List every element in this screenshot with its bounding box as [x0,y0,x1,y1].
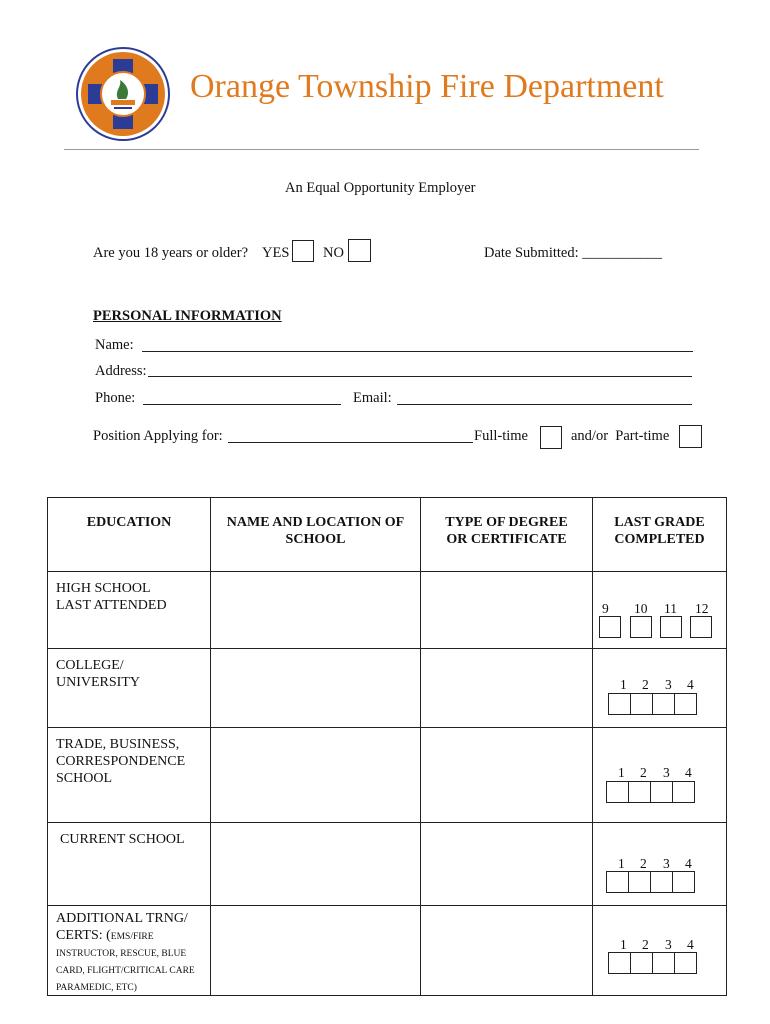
address-label: Address: [95,363,147,379]
grade-1-label: 1 [620,937,627,952]
grade-3-label: 3 [665,677,672,692]
date-submitted-field[interactable]: ___________ [582,245,663,261]
grade-9-label: 9 [602,601,609,616]
table-row [48,906,727,996]
grade-1-label: 1 [618,765,625,780]
grade-3-checkbox[interactable] [652,952,675,974]
email-label: Email: [353,390,392,406]
grade-11-checkbox[interactable] [660,616,682,638]
additional-training-examples: EMS/FIRE INSTRUCTOR, RESCUE, BLUE CARD, FLIGHT/CRITICAL CARE PARAMEDIC, ETC) [56,932,195,993]
table-row [48,572,727,649]
no-checkbox[interactable] [348,239,371,262]
grade-1-checkbox[interactable] [606,871,629,893]
grade-1-checkbox[interactable] [608,693,631,715]
grade-2-label: 2 [640,856,647,871]
row-label-additional-training [48,906,210,995]
date-submitted-label [484,245,662,262]
grade-2-checkbox[interactable] [630,693,653,715]
grade-4-checkbox[interactable] [672,781,695,803]
col-header-last-grade: LAST GRADE COMPLETED [593,498,727,572]
position-field[interactable] [228,442,473,443]
parttime-label: and/or Part-time [571,428,670,444]
degree-cell[interactable] [421,572,593,649]
personal-info-heading: PERSONAL INFORMATION [93,308,282,324]
degree-cell[interactable] [421,728,593,823]
grade-12-checkbox[interactable] [690,616,712,638]
col-header-school-name: NAME AND LOCATION OF SCHOOL [211,498,421,572]
school-name-cell[interactable] [211,572,421,649]
degree-cell[interactable] [421,649,593,728]
grade-2-checkbox[interactable] [628,871,651,893]
grade-11-label: 11 [664,601,677,616]
position-label: Position Applying for: [93,428,223,444]
grade-3-checkbox[interactable] [650,781,673,803]
education-table [47,497,727,996]
grade-1-label: 1 [620,677,627,692]
grade-3-checkbox[interactable] [650,871,673,893]
grade-4-label: 4 [685,856,692,871]
col-header-education: EDUCATION [48,498,211,572]
email-field[interactable] [397,404,692,405]
name-field[interactable] [142,351,693,352]
grade-2-checkbox[interactable] [628,781,651,803]
phone-field[interactable] [143,404,341,405]
phone-label: Phone: [95,390,136,406]
fulltime-label: Full-time [474,428,528,444]
grade-3-label: 3 [663,765,670,780]
grade-3-label: 3 [663,856,670,871]
school-name-cell[interactable] [211,649,421,728]
subtitle: An Equal Opportunity Employer [285,180,476,196]
grade-1-checkbox[interactable] [606,781,629,803]
grade-12-label: 12 [695,601,709,616]
grade-2-checkbox[interactable] [630,952,653,974]
age-question-label: Are you 18 years or older? [93,245,249,261]
no-label: NO [323,245,344,261]
grade-4-checkbox[interactable] [674,693,697,715]
grade-4-checkbox[interactable] [674,952,697,974]
grade-4-label: 4 [685,765,692,780]
school-name-cell[interactable] [211,728,421,823]
yes-label: YES [262,245,290,261]
address-field[interactable] [148,376,692,377]
table-row [48,649,727,728]
row-label-trade-school: TRADE, BUSINESS, CORRESPONDENCE SCHOOL [56,737,186,786]
school-name-cell[interactable] [211,906,421,996]
grade-1-label: 1 [618,856,625,871]
grade-3-label: 3 [665,937,672,952]
grade-3-checkbox[interactable] [652,693,675,715]
grade-4-checkbox[interactable] [672,871,695,893]
parttime-checkbox[interactable] [679,425,702,448]
fulltime-checkbox[interactable] [540,426,562,449]
additional-training-label: ADDITIONAL TRNG/ CERTS: ( [56,911,188,943]
row-label-high-school: HIGH SCHOOL LAST ATTENDED [56,581,167,613]
school-name-cell[interactable] [211,823,421,906]
yes-checkbox[interactable] [292,240,314,262]
grade-1-checkbox[interactable] [608,952,631,974]
grade-10-checkbox[interactable] [630,616,652,638]
row-label-college: COLLEGE/ UNIVERSITY [56,658,140,690]
degree-cell[interactable] [421,906,593,996]
name-label: Name: [95,337,134,353]
grade-9-checkbox[interactable] [599,616,621,638]
header-divider [64,149,699,150]
fire-department-seal-logo [76,47,170,141]
grade-2-label: 2 [640,765,647,780]
grade-4-label: 4 [687,677,694,692]
table-row [48,823,727,906]
table-row [48,728,727,823]
col-header-degree: TYPE OF DEGREE OR CERTIFICATE [421,498,593,572]
grade-2-label: 2 [642,677,649,692]
degree-cell[interactable] [421,823,593,906]
page-title: Orange Township Fire Department [190,68,664,105]
grade-2-label: 2 [642,937,649,952]
row-label-current-school: CURRENT SCHOOL [60,832,185,847]
grade-10-label: 10 [634,601,648,616]
grade-4-label: 4 [687,937,694,952]
date-submitted-text: Date Submitted: [484,245,579,261]
